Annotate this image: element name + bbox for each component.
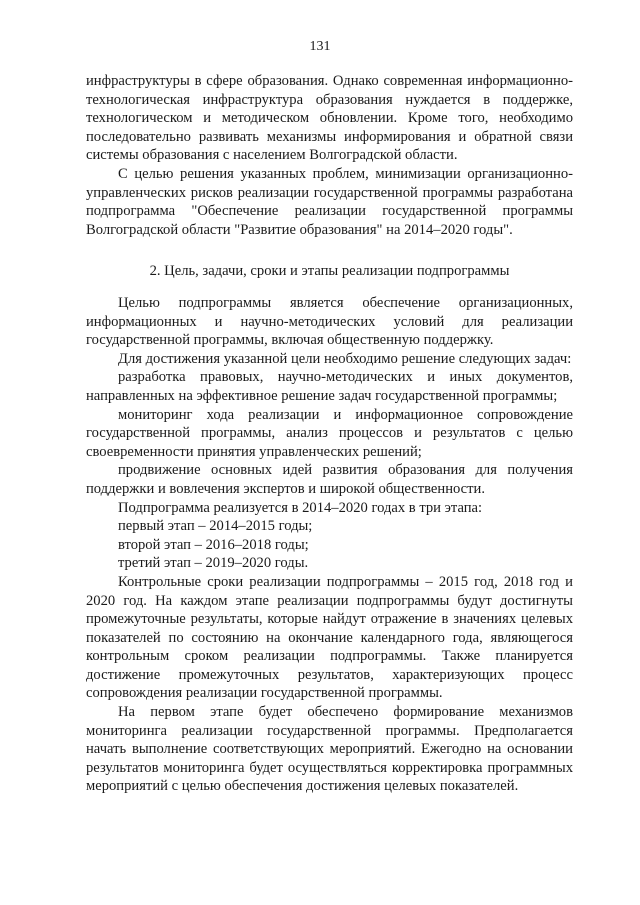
stage-item: второй этап – 2016–2018 годы; [118,536,309,553]
list-item: мониторинг хода реализации и информационное сопровождение государственной программы, анализ процессов и результатов с целью своевременности принятия управленческих решений; [86,406,573,460]
paragraph: Целью подпрограммы является обеспечение организационных, информационных и научно-методических условий для реализации государственной программы, включая общественную поддержку. [86,295,573,349]
paragraph: С целью решения указанных проблем, минимизации организационно-управленческих рисков реализации государственной программы разработана подпрограмма "Обеспечение реализации государственной программы Волгоградской области "Развитие образования" на 2014–2020 годы". [86,165,573,238]
section-heading: 2. Цель, задачи, сроки и этапы реализации подпрограммы [149,263,510,279]
stage-item: третий этап – 2019–2020 годы. [118,555,309,572]
paragraph: Для достижения указанной цели необходимо решение следующих задач: [118,350,572,367]
stage-item: первый этап – 2014–2015 годы; [118,518,313,535]
paragraph: Контрольные сроки реализации подпрограммы – 2015 год, 2018 год и 2020 год. На каждом этапе реализации подпрограммы будут достигнуты промежуточные результаты, которые найдут отражение в значениях целевых показателей по состоянию на окончание календарного года, являющегося контрольным сроком реализации подпрограммы. Также планируется достижение промежуточных результатов, характеризующих процесс сопровождения реализации государственной программы. [86,573,573,702]
paragraph: инфраструктуры в сфере образования. Однако современная информационно-технологическая инфраструктура образования нуждается в поддержке, технологическом и методическом обновлении. Кроме того, необходимо последовательно развивать механизмы информирования и обратной связи системы образования с населением Волгоградской области. [86,73,573,164]
paragraph: На первом этапе будет обеспечено формирование механизмов мониторинга реализации государственной программы. Предполагается начать выполнение соответствующих мероприятий. Ежегодно на основании результатов мониторинга будет осуществляться корректировка программных мероприятий с целью обеспечения достижения целевых показателей. [86,704,573,795]
list-item: продвижение основных идей развития образования для получения поддержки и вовлечения экспертов и широкой общественности. [86,462,573,497]
page-number: 131 [309,39,331,54]
paragraph: Подпрограмма реализуется в 2014–2020 годах в три этапа: [118,499,483,516]
intro-section [86,72,573,239]
section-body [86,294,573,796]
list-item: разработка правовых, научно-методических и иных документов, направленных на эффективное решение задач государственной программы; [86,369,573,404]
